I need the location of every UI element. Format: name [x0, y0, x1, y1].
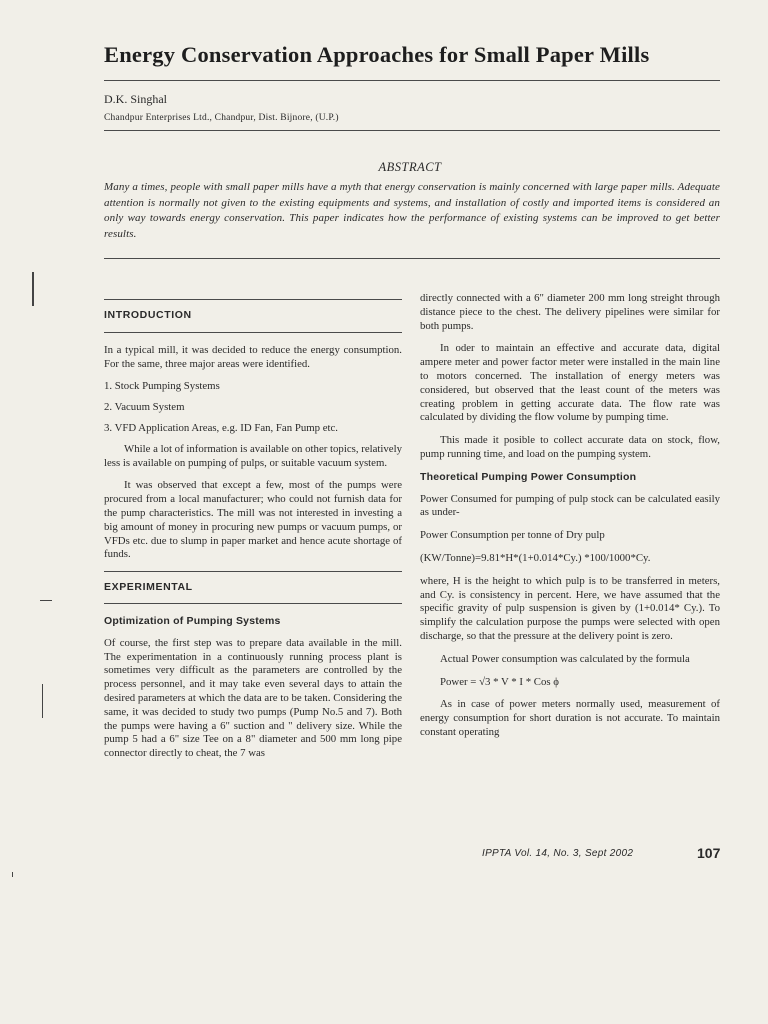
scan-mark-left-bottom: [12, 872, 13, 877]
right-paragraph-1: directly connected with a 6" diameter 200 mm long streight through distance piece to the chest. The delivery pipelines were similar for both pumps.: [420, 292, 720, 332]
right-column: [420, 292, 720, 749]
left-column: [104, 309, 402, 770]
right-paragraph-3: This made it posible to collect accurate data on stock, flow, pump running time, and load on the pumping system.: [420, 434, 720, 460]
experimental-rule-top: [104, 571, 402, 572]
right-paragraph-6: where, H is the height to which pulp is to be transferred in meters, and Cy. is consistency in percent. Here, we have assumed that the specific gravity of pulp suspension is given by (1+0.014* Cy.). To simplify the calculation purpose the pumps were selected with open discharge, so that the pressure at the delivery point is zero.: [420, 574, 720, 642]
right-paragraph-8: As in case of power meters normally used, measurement of energy consumption for short duration is not accurate. To maintain constant operating: [420, 698, 720, 738]
intro-paragraph-3: It was observed that except a few, most of the pumps were procured from a local manufacturer; who could not furnish data for the pump characteristics. The mill was not interested in investing a big amount of money in procuring new pumps or vacuum pumps, or VFDs etc. due to slump in paper market and hence acute shortage of funds.: [104, 479, 402, 561]
introduction-rule-top: [104, 299, 402, 300]
abstract-text: Many a times, people with small paper mills have a myth that energy conservation is mainly concerned with large paper mills. Adequate attention is normally not given to the existing equipments and systems, and installation of costly and imported items is considered an only way towards energy conservation. This paper indicates how the performance of existing systems can be improved to get better results.: [104, 181, 720, 240]
introduction-rule-bottom: [104, 332, 402, 333]
experimental-rule-bottom: [104, 603, 402, 604]
author-affiliation: Chandpur Enterprises Ltd., Chandpur, Dist. Bijnore, (U.P.): [104, 113, 339, 123]
paper-title: Energy Conservation Approaches for Small Paper Mills: [104, 42, 650, 67]
scan-mark-left-vertical: [42, 684, 43, 718]
scan-mark-left: [32, 272, 34, 306]
intro-paragraph-2: While a lot of information is available on other topics, relatively less is available on pumping of pulps, or suitable vacuum system.: [104, 442, 402, 469]
abstract-heading: ABSTRACT: [378, 160, 442, 174]
page-number: 107: [697, 845, 721, 861]
introduction-heading: INTRODUCTION: [104, 309, 192, 321]
theoretical-heading: Theoretical Pumping Power Consumption: [420, 470, 637, 483]
optimization-heading: Optimization of Pumping Systems: [104, 614, 281, 627]
right-paragraph-4: Power Consumed for pumping of pulp stock can be calculated easily as under-: [420, 492, 720, 519]
affiliation-rule: [104, 130, 720, 131]
power-formula-1: (KW/Tonne)=9.81*H*(1+0.014*Cy.) *100/1000*Cy.: [420, 551, 651, 564]
abstract-rule: [104, 258, 720, 259]
experimental-heading: EXPERIMENTAL: [104, 581, 193, 594]
list-item-vacuum: 2. Vacuum System: [104, 401, 185, 414]
title-rule: [104, 80, 720, 81]
intro-paragraph-1: In a typical mill, it was decided to reduce the energy consumption. For the same, three major areas were identified.: [104, 343, 402, 370]
journal-footer: IPPTA Vol. 14, No. 3, Sept 2002: [482, 848, 634, 859]
right-paragraph-2: In oder to maintain an effective and accurate data, digital ampere meter and power factor meter were installed in the main line to motors concerned. The installation of energy meters was considered, but observed that the least count of the meters was creating problem in getting accurate data. The flow rate was calculated by dividing the flow volume by pumping time.: [420, 342, 720, 424]
author-name: D.K. Singhal: [104, 92, 167, 106]
right-paragraph-7: Actual Power consumption was calculated by the formula: [440, 652, 690, 665]
power-formula-2: Power = √3 * V * I * Cos ϕ: [440, 675, 559, 688]
experimental-paragraph-1: Of course, the first step was to prepare data available in the mill. The experimentation in a continuously running process plant is sometimes very difficult as the parameters are controlled by the process personnel, and it may take even several days to attain the desired parameters at which the data are to be taken. Considering the same, it was decided to study two pumps (Pump No.5 and 7). Both the pumps were having a 6" suction and " delivery size. While the pump 5 had a 6" size Tee on a 8" diameter and 500 mm long pipe connector directly to cheat, the 7 was: [104, 636, 402, 760]
list-item-vfd: 3. VFD Application Areas, e.g. ID Fan, Fan Pump etc.: [104, 421, 339, 434]
list-item-stock-pumping: 1. Stock Pumping Systems: [104, 380, 220, 393]
right-paragraph-5: Power Consumption per tonne of Dry pulp: [420, 529, 605, 542]
scan-mark-left-dash: [40, 600, 52, 601]
